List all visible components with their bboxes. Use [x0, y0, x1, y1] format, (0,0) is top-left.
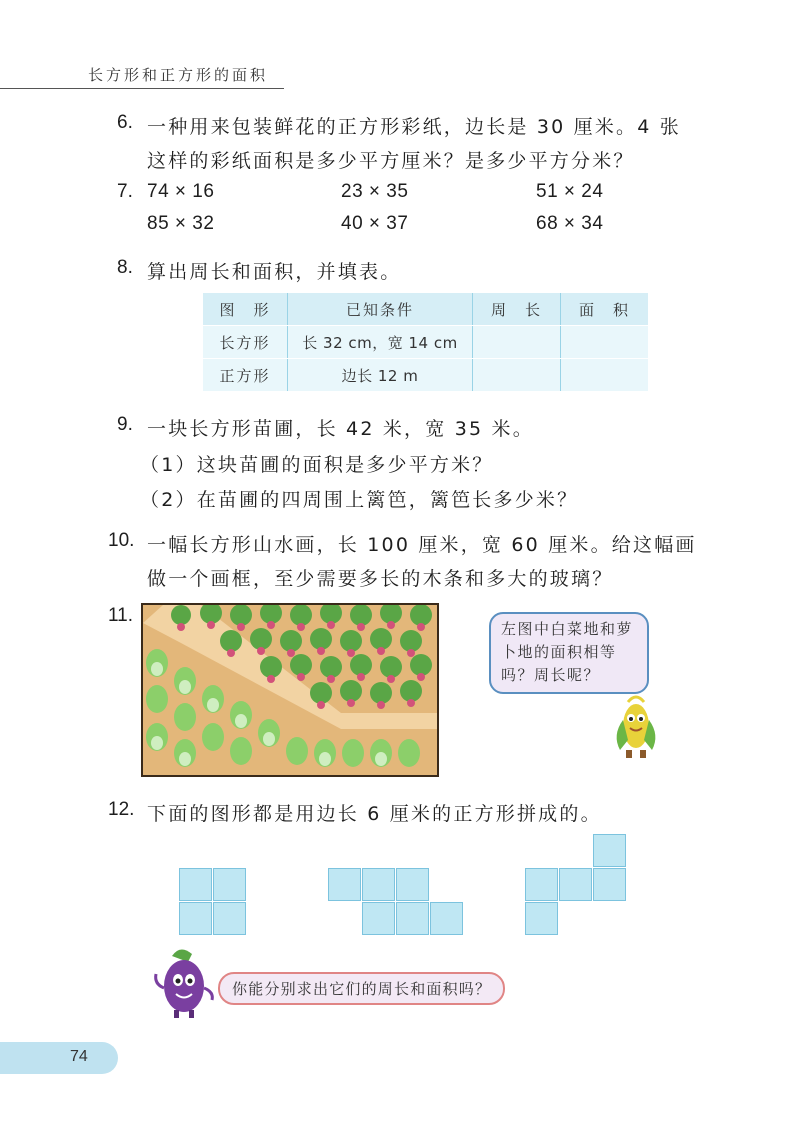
page-number-tab [0, 1042, 118, 1074]
unit-square [593, 834, 626, 867]
unit-square [396, 868, 429, 901]
table-header-cell: 面 积 [561, 293, 649, 326]
table-cell: 边长 12 m [288, 359, 473, 392]
unit-square [328, 868, 361, 901]
unit-square [362, 868, 395, 901]
table-row [203, 359, 648, 392]
bubble-line: 吗？周长呢？ [501, 666, 601, 684]
unit-square [213, 902, 246, 935]
q12-text: 下面的图形都是用边长 6 厘米的正方形拼成的。 [147, 803, 602, 825]
table-header-cell: 图 形 [203, 293, 288, 326]
perimeter-area-table [203, 293, 648, 392]
unit-square [559, 868, 592, 901]
header-rule [0, 88, 284, 89]
q6-line1: 一种用来包装鲜花的正方形彩纸，边长是 30 厘米。4 张 [147, 116, 681, 138]
unit-square [179, 868, 212, 901]
square-figure-3 [525, 834, 629, 938]
q7-expr: 68 × 34 [536, 213, 604, 234]
q6-line2: 这样的彩纸面积是多少平方厘米？是多少平方分米？ [147, 150, 635, 172]
unit-square [430, 902, 463, 935]
unit-square [362, 902, 395, 935]
table-cell: 长方形 [203, 326, 288, 359]
eggplant-speech-bubble: 你能分别求出它们的周长和面积吗？ [218, 972, 505, 1005]
q6-number: 6. [117, 112, 133, 133]
q7-expr: 23 × 35 [341, 181, 409, 202]
unit-square [179, 902, 212, 935]
q7-expr: 85 × 32 [147, 213, 215, 234]
square-figure-1 [179, 868, 247, 936]
table-cell: 正方形 [203, 359, 288, 392]
q9-number: 9. [117, 414, 133, 435]
chapter-title: 长方形和正方形的面积 [88, 66, 269, 84]
unit-square [213, 868, 246, 901]
unit-square [593, 868, 626, 901]
table-header-cell: 已知条件 [288, 293, 473, 326]
table-row [203, 326, 648, 359]
corn-character-icon [608, 690, 664, 760]
q7-expr: 51 × 24 [536, 181, 604, 202]
q10-line2: 做一个画框，至少需要多长的木条和多大的玻璃？ [147, 568, 614, 590]
q11-number: 11. [108, 605, 134, 626]
unit-square [525, 868, 558, 901]
q7-expr: 40 × 37 [341, 213, 409, 234]
eggplant-character-icon [152, 944, 218, 1022]
garden-illustration [141, 603, 439, 777]
table-cell: 长 32 cm，宽 14 cm [288, 326, 473, 359]
bubble-line: 左图中白菜地和萝 [501, 620, 634, 638]
q7-number: 7. [117, 181, 133, 202]
table-header-row [203, 293, 648, 326]
table-cell-blank[interactable] [473, 326, 561, 359]
square-figure-2 [328, 868, 466, 936]
q9-sub1: （1）这块苗圃的面积是多少平方米？ [140, 454, 494, 476]
table-header-cell: 周 长 [473, 293, 561, 326]
unit-square [525, 902, 558, 935]
q9-sub2: （2）在苗圃的四周围上篱笆，篱笆长多少米？ [140, 489, 579, 511]
q8-text: 算出周长和面积，并填表。 [147, 261, 402, 283]
corn-speech-bubble [489, 612, 649, 694]
q10-line1: 一幅长方形山水画，长 100 厘米，宽 60 厘米。给这幅画 [147, 534, 697, 556]
table-cell-blank[interactable] [473, 359, 561, 392]
q9-text: 一块长方形苗圃，长 42 米，宽 35 米。 [147, 418, 534, 440]
page-number: 74 [70, 1048, 88, 1065]
table-cell-blank[interactable] [561, 359, 649, 392]
table-cell-blank[interactable] [561, 326, 649, 359]
q7-expr: 74 × 16 [147, 181, 215, 202]
bubble-line: 卜地的面积相等 [501, 643, 617, 661]
q12-number: 12. [108, 799, 135, 820]
q8-number: 8. [117, 257, 133, 278]
unit-square [396, 902, 429, 935]
q10-number: 10. [108, 530, 135, 551]
